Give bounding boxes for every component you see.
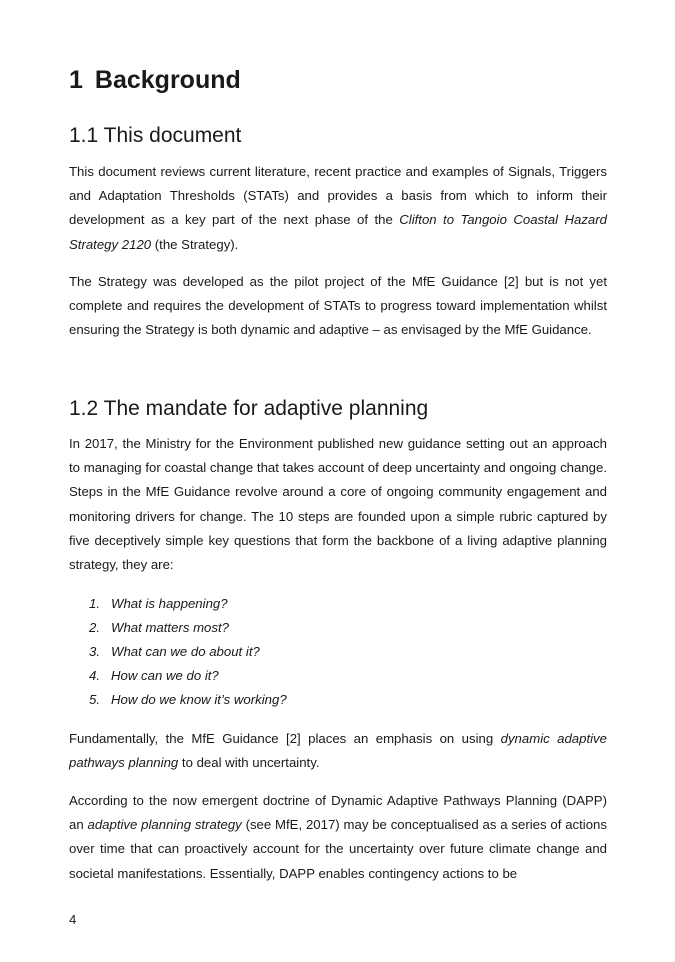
paragraph-mandate-3: According to the now emergent doctrine of Dynamic Adaptive Pathways Planning (DAPP) an adaptive planning strategy (see MfE, 2017) may be conceptualised as a series of actions over time that can proactively account for the uncertainty over future climate change and societal manifestations. Essentially, DAPP enables contingency actions to be bbox=[69, 793, 607, 881]
heading-number: 1 bbox=[69, 66, 83, 94]
list-item bbox=[69, 664, 287, 688]
list-item-number: 4. bbox=[89, 668, 100, 683]
list-item-text: What can we do about it? bbox=[111, 644, 260, 659]
paragraph-mandate-1: In 2017, the Ministry for the Environment published new guidance setting out an approach to managing for coastal change that takes account of deep uncertainty and ongoing change. Steps in the MfE Guidance revolve around a core of ongoing community engagement and monitoring drivers for change. The 10 steps are founded upon a simple rubric captured by five deceptively simple key questions that form the backbone of a living adaptive planning strategy, they are: bbox=[69, 436, 607, 573]
list-item-number: 5. bbox=[89, 692, 100, 707]
list-item-number: 1. bbox=[89, 596, 100, 611]
adaptive-strategy-phrase: adaptive planning strategy bbox=[87, 817, 242, 833]
heading-background bbox=[69, 62, 241, 98]
list-item-text: What matters most? bbox=[111, 620, 229, 635]
list-item bbox=[69, 592, 287, 616]
strategy-name: Clifton to Tangoio Coastal Hazard Strategy 2120 bbox=[69, 212, 607, 252]
key-questions-list bbox=[69, 592, 287, 712]
list-item-text: How do we know it’s working? bbox=[111, 692, 287, 707]
dapp-phrase: dynamic adaptive pathways planning bbox=[69, 731, 607, 771]
list-item bbox=[69, 640, 287, 664]
list-item bbox=[69, 688, 287, 712]
paragraph-this-document-1: This document reviews current literature, recent practice and examples of Signals, Triggers and Adaptation Thresholds (STATs) and provides a basis from which to inform their development as a key part of the next phase of the Clifton to Tangoio Coastal Hazard Strategy 2120 (the Strategy). bbox=[69, 164, 607, 252]
heading-title: Background bbox=[94, 66, 241, 94]
list-item-text: How can we do it? bbox=[111, 668, 219, 683]
section-title-this-document: 1.1 This document bbox=[69, 124, 242, 147]
list-item bbox=[69, 616, 287, 640]
section-title-adaptive-planning: 1.2 The mandate for adaptive planning bbox=[69, 397, 429, 420]
list-item-number: 3. bbox=[89, 644, 100, 659]
paragraph-mandate-2: Fundamentally, the MfE Guidance [2] places an emphasis on using dynamic adaptive pathways planning to deal with uncertainty. bbox=[69, 731, 607, 771]
list-item-text: What is happening? bbox=[111, 596, 228, 611]
list-item-number: 2. bbox=[89, 620, 100, 635]
page-number: 4 bbox=[69, 912, 77, 927]
paragraph-this-document-2: The Strategy was developed as the pilot project of the MfE Guidance [2] but is not yet complete and requires the development of STATs to progress toward implementation whilst ensuring the Strategy is both dynamic and adaptive – as envisaged by the MfE Guidance. bbox=[69, 274, 607, 338]
